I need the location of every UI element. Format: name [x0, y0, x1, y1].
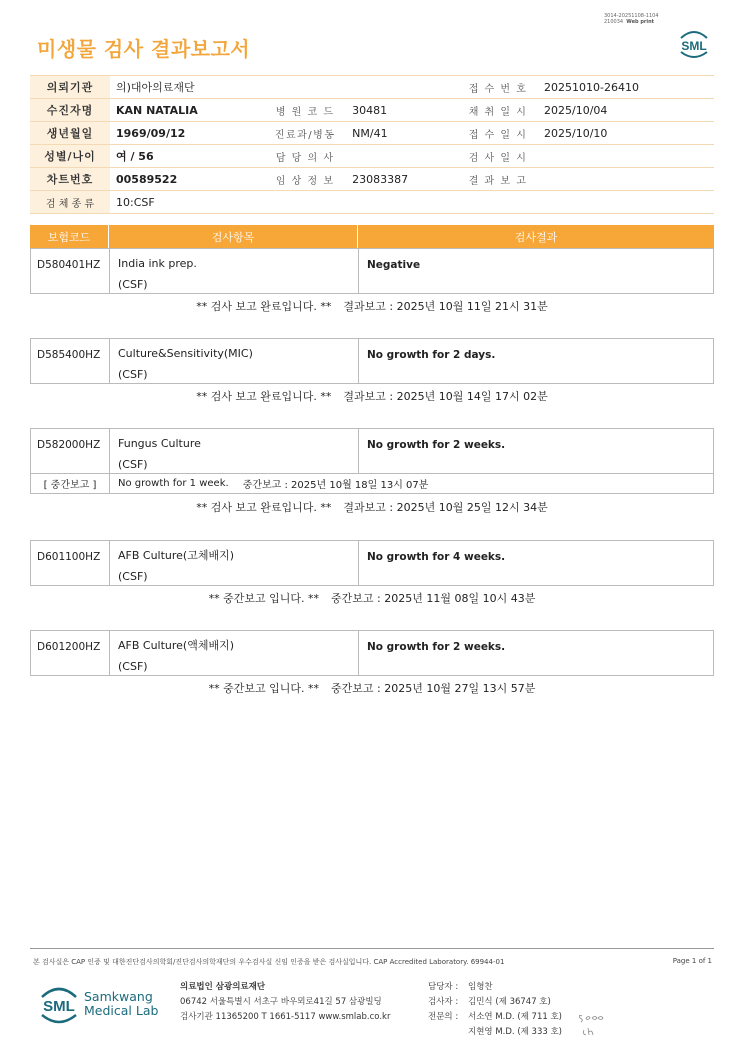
header-result: 검사결과 [514, 230, 558, 244]
interim-result: No growth for 1 week. [118, 478, 229, 489]
info-key-2: 담 당 의 사 [264, 145, 346, 168]
document-code-2: 210034 [604, 19, 624, 25]
report-status [30, 388, 714, 404]
test-block [30, 630, 714, 676]
test-code: D580401HZ [31, 249, 110, 293]
certification-text: 본 검사실은 CAP 인증 및 대한진단검사의학회/진단검사의학재단의 우수검사실 신임 인증을 받은 검사실입니다. CAP Accredited Laboratory. 69944-01 [33, 958, 505, 966]
print-meta [604, 13, 659, 25]
test-code: D585400HZ [31, 339, 110, 383]
status-text: ** 검사 보고 완료입니다. ** [196, 300, 332, 313]
info-key: 생년월일 [30, 122, 110, 145]
interim-time: 중간보고 : 2025년 10월 18일 13시 07분 [242, 480, 429, 491]
report-status [30, 298, 714, 314]
info-value-2: 23083387 [346, 168, 458, 191]
info-value-3 [538, 168, 714, 191]
report-time: 결과보고 : 2025년 10월 14일 17시 02분 [343, 390, 548, 403]
info-key: 검 체 종 류 [30, 191, 110, 214]
test-item: India ink prep. [118, 257, 197, 270]
footer-divider [30, 948, 714, 949]
signature-icon [576, 1008, 608, 1038]
brand-line-1: Samkwang [84, 989, 153, 1004]
status-text: ** 검사 보고 완료입니다. ** [196, 390, 332, 403]
results-header [30, 225, 714, 248]
interim-row [31, 473, 713, 493]
info-key: 수진자명 [30, 99, 110, 122]
info-value-2 [346, 76, 458, 99]
info-key-3: 접 수 번 호 [458, 76, 538, 99]
test-item: Fungus Culture [118, 437, 201, 450]
status-text: ** 검사 보고 완료입니다. ** [196, 501, 332, 514]
info-value-3: 20251010-26410 [538, 76, 714, 99]
document-code: 3014-20251108-1104 [604, 13, 659, 19]
info-key-3: 검 사 일 시 [458, 145, 538, 168]
info-value-3 [538, 145, 714, 168]
test-code: D601100HZ [31, 541, 110, 585]
logo-text: SML [43, 998, 75, 1015]
info-key-2 [264, 191, 346, 214]
staff-label: 담당자 : [428, 982, 459, 992]
page-title: 미생물 검사 결과보고서 [37, 37, 251, 61]
info-row [30, 99, 714, 122]
test-block [30, 248, 714, 294]
info-key-3: 결 과 보 고 [458, 168, 538, 191]
organization-info [180, 980, 390, 1025]
sml-logo-icon [676, 28, 712, 60]
info-value: KAN NATALIA [110, 99, 264, 122]
staff-value: 지현영 M.D. (제 333 호) [468, 1027, 563, 1037]
report-status [30, 499, 714, 515]
info-key-2: 진료과/병동 [264, 122, 346, 145]
info-key-3: 채 취 일 시 [458, 99, 538, 122]
brand-name [84, 990, 158, 1018]
info-value-2 [346, 145, 458, 168]
test-block [30, 540, 714, 586]
info-row [30, 145, 714, 168]
info-key: 차트번호 [30, 168, 110, 191]
info-row [30, 122, 714, 145]
staff-list [428, 980, 562, 1040]
header-code: 보험코드 [30, 225, 109, 248]
info-key: 성별/나이 [30, 145, 110, 168]
info-value-2 [346, 191, 458, 214]
info-value-3 [538, 191, 714, 214]
staff-value: 김민식 (제 36747 호) [468, 997, 551, 1007]
patient-info-table [30, 75, 714, 214]
org-address: 06742 서울특별시 서초구 바우뫼로41길 57 삼광빌딩 [180, 997, 382, 1007]
test-item: AFB Culture(액체배지) [118, 639, 235, 652]
info-key-2 [264, 76, 346, 99]
info-value-3: 2025/10/10 [538, 122, 714, 145]
test-item: Culture&Sensitivity(MIC) [118, 347, 253, 360]
info-value: 의)대아의료재단 [110, 76, 264, 99]
test-specimen: (CSF) [118, 368, 148, 381]
staff-value: 서소연 M.D. (제 711 호) [468, 1012, 563, 1022]
info-value-2: 30481 [346, 99, 458, 122]
info-row [30, 76, 714, 99]
test-result: No growth for 2 weeks. [367, 439, 506, 451]
report-time: 중간보고 : 2025년 10월 27일 13시 57분 [331, 682, 536, 695]
test-specimen: (CSF) [118, 570, 148, 583]
web-print-label: Web print [626, 19, 655, 25]
info-value-2: NM/41 [346, 122, 458, 145]
report-status [30, 590, 714, 606]
staff-label [428, 1025, 468, 1040]
info-row [30, 191, 714, 214]
test-item: AFB Culture(고체배지) [118, 549, 235, 562]
staff-label: 전문의 : [428, 1012, 459, 1022]
info-value: 여 / 56 [110, 145, 264, 168]
test-result: No growth for 4 weeks. [367, 551, 506, 563]
test-block [30, 338, 714, 384]
info-key-3: 접 수 일 시 [458, 122, 538, 145]
logo-text: SML [681, 39, 707, 53]
info-key-2: 병 원 코 드 [264, 99, 346, 122]
samkwang-logo-icon [36, 981, 82, 1027]
test-code: D601200HZ [31, 631, 110, 675]
info-key-3 [458, 191, 538, 214]
report-time: 중간보고 : 2025년 11월 08일 10시 43분 [331, 592, 536, 605]
test-specimen: (CSF) [118, 660, 148, 673]
info-row [30, 168, 714, 191]
page-number: Page 1 of 1 [672, 957, 712, 965]
info-value: 00589522 [110, 168, 264, 191]
report-status [30, 680, 714, 696]
report-time: 결과보고 : 2025년 10월 11일 21시 31분 [343, 300, 548, 313]
test-block [30, 428, 714, 494]
test-result: No growth for 2 days. [367, 349, 496, 361]
org-contact: 검사기관 11365200 T 1661-5117 www.smlab.co.kr [180, 1012, 391, 1022]
test-code: D582000HZ [31, 429, 110, 473]
status-text: ** 중간보고 입니다. ** [208, 682, 320, 695]
test-result: Negative [367, 259, 421, 271]
staff-value: 임형찬 [468, 982, 493, 992]
test-result: No growth for 2 weeks. [367, 641, 506, 653]
status-text: ** 중간보고 입니다. ** [208, 592, 320, 605]
test-specimen: (CSF) [118, 458, 148, 471]
interim-label: [ 중간보고 ] [31, 474, 110, 493]
info-value: 10:CSF [110, 191, 264, 214]
info-key: 의뢰기관 [30, 76, 110, 99]
staff-label: 검사자 : [428, 997, 459, 1007]
info-value: 1969/09/12 [110, 122, 264, 145]
org-name: 의료법인 삼광의료재단 [180, 982, 266, 992]
report-time: 결과보고 : 2025년 10월 25일 12시 34분 [343, 501, 548, 514]
test-specimen: (CSF) [118, 278, 148, 291]
header-item: 검사항목 [109, 225, 358, 248]
brand-line-2: Medical Lab [84, 1003, 159, 1018]
info-key-2: 임 상 정 보 [264, 168, 346, 191]
info-value-3: 2025/10/04 [538, 99, 714, 122]
